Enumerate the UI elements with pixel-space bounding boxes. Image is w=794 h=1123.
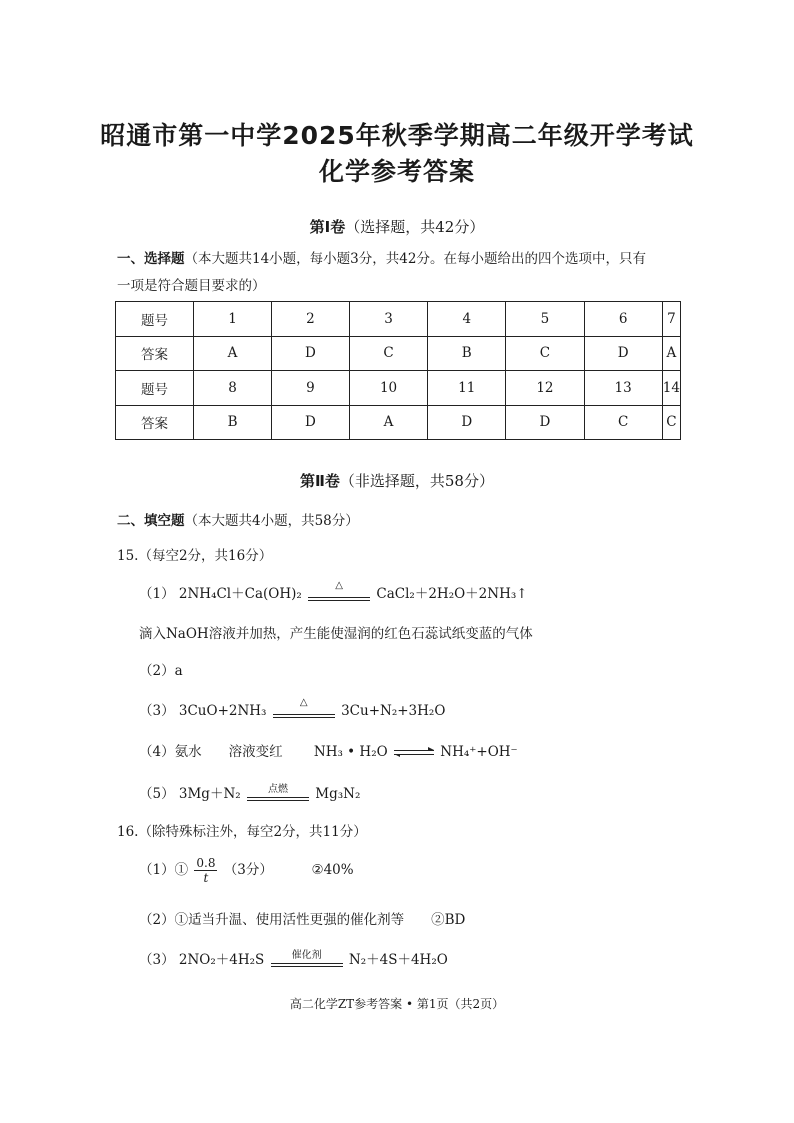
table-cell: 10 <box>349 371 427 406</box>
part2-heading-rest: （非选择题，共58分） <box>339 472 494 490</box>
table-cell: D <box>428 405 506 440</box>
equation-arrow <box>271 949 343 970</box>
equilibrium-arrow <box>394 748 434 758</box>
equation-arrow <box>273 696 335 721</box>
q15-a4-lhs: NH₃ • H₂O <box>313 744 388 760</box>
part1-heading <box>0 216 794 237</box>
q15-a3-label: （3） <box>139 703 175 719</box>
reaction-condition: 点燃 <box>267 783 288 795</box>
section2-label: 二、填空题 <box>117 513 185 529</box>
equation-arrow <box>308 579 370 604</box>
table-cell: A <box>194 336 272 371</box>
table-cell: D <box>584 336 662 371</box>
q15-answer-3 <box>139 696 446 721</box>
table-cell: A <box>662 336 680 371</box>
q15-a3-rhs: 3Cu+N₂+3H₂O <box>341 703 446 719</box>
q16-a3-lhs: 2NO₂＋4H₂S <box>178 952 265 968</box>
q16-answer-3 <box>139 948 448 970</box>
section2-desc <box>117 509 359 529</box>
q16-a3-label: （3） <box>139 952 175 968</box>
table-cell: C <box>584 405 662 440</box>
part2-heading-bold: 第Ⅱ卷 <box>300 472 340 490</box>
table-cell: B <box>428 336 506 371</box>
q16-a3-rhs: N₂＋4S＋4H₂O <box>348 952 448 968</box>
table-cell: 11 <box>428 371 506 406</box>
q16-a1-label: （1）① <box>139 862 189 878</box>
q15-a5-label: （5） <box>139 786 175 802</box>
equation-arrow <box>247 783 309 804</box>
page-footer: 高二化学ZT参考答案 • 第1页（共2页） <box>289 997 505 1011</box>
table-row-header: 题号 <box>116 302 194 337</box>
table-row <box>116 405 681 440</box>
table-cell: 4 <box>428 302 506 337</box>
reaction-condition: △ <box>335 579 343 591</box>
table-row <box>116 371 681 406</box>
part1-heading-bold: 第Ⅰ卷 <box>309 218 346 236</box>
q15-a1-rhs: CaCl₂＋2H₂O＋2NH₃↑ <box>376 586 528 602</box>
part2-heading <box>0 470 794 491</box>
q16-header: 16.（除特殊标注外，每空2分，共11分） <box>117 824 367 840</box>
table-row <box>116 336 681 371</box>
q15-header: 15.（每空2分，共16分） <box>117 548 273 564</box>
table-cell: 6 <box>584 302 662 337</box>
q15-answer-4 <box>139 740 518 760</box>
table-cell: C <box>662 405 680 440</box>
table-cell: 14 <box>662 371 680 406</box>
table-cell: D <box>271 405 349 440</box>
table-cell: 1 <box>194 302 272 337</box>
q15-a1-label: （1） <box>139 586 175 602</box>
q16-a1-second: ②40% <box>311 862 354 878</box>
table-row-header: 答案 <box>116 336 194 371</box>
table-cell: D <box>506 405 584 440</box>
fraction-numerator: 0.8 <box>196 856 216 870</box>
doc-title-line2: 化学参考答案 <box>318 157 475 186</box>
answer-table <box>115 301 681 440</box>
table-cell: B <box>194 405 272 440</box>
q16-answer-1 <box>139 856 354 885</box>
q15-a3-lhs: 3CuO+2NH₃ <box>178 703 267 719</box>
q16-a1-score: （3分） <box>223 862 273 878</box>
table-cell: 12 <box>506 371 584 406</box>
section1-label: 一、选择题 <box>117 251 185 267</box>
section1-desc-text: （本大题共14小题，每小题3分，共42分。在每小题给出的四个选项中，只有 <box>184 251 646 267</box>
part1-heading-rest: （选择题，共42分） <box>345 218 485 236</box>
section2-desc-text: （本大题共4小题，共58分） <box>184 513 359 529</box>
q15-a4-rhs: NH₄⁺+OH⁻ <box>440 744 518 760</box>
q15-answer-2: （2）a <box>139 663 183 679</box>
table-cell: C <box>506 336 584 371</box>
table-cell: C <box>349 336 427 371</box>
section1-desc <box>117 247 646 267</box>
reaction-condition: 催化剂 <box>291 949 322 961</box>
table-row-header: 题号 <box>116 371 194 406</box>
table-cell: 3 <box>349 302 427 337</box>
q15-a5-lhs: 3Mg＋N₂ <box>178 786 241 802</box>
q15-a4-label: （4）氨水 溶液变红 <box>139 744 310 760</box>
section1-desc2: 一项是符合题目要求的） <box>117 278 266 294</box>
q16-answer-2: （2）①适当升温、使用活性更强的催化剂等 ②BD <box>139 912 466 928</box>
table-cell: 2 <box>271 302 349 337</box>
table-cell: 8 <box>194 371 272 406</box>
q15-a1-text: 滴入NaOH溶液并加热，产生能使湿润的红色石蕊试纸变蓝的气体 <box>139 626 533 642</box>
reaction-condition: △ <box>299 696 308 708</box>
fraction <box>194 856 217 885</box>
fraction-denominator: t <box>203 871 209 885</box>
table-cell: D <box>271 336 349 371</box>
q15-answer-1 <box>139 579 528 604</box>
q15-answer-5 <box>139 782 360 804</box>
q15-a1-lhs: 2NH₄Cl＋Ca(OH)₂ <box>178 586 302 602</box>
table-row-header: 答案 <box>116 405 194 440</box>
table-cell: 7 <box>662 302 680 337</box>
table-row <box>116 302 681 337</box>
table-cell: 5 <box>506 302 584 337</box>
doc-title-line1: 昭通市第一中学2025年秋季学期高二年级开学考试 <box>100 121 694 150</box>
table-cell: 9 <box>271 371 349 406</box>
q15-a5-rhs: Mg₃N₂ <box>315 786 361 802</box>
table-cell: A <box>349 405 427 440</box>
table-cell: 13 <box>584 371 662 406</box>
